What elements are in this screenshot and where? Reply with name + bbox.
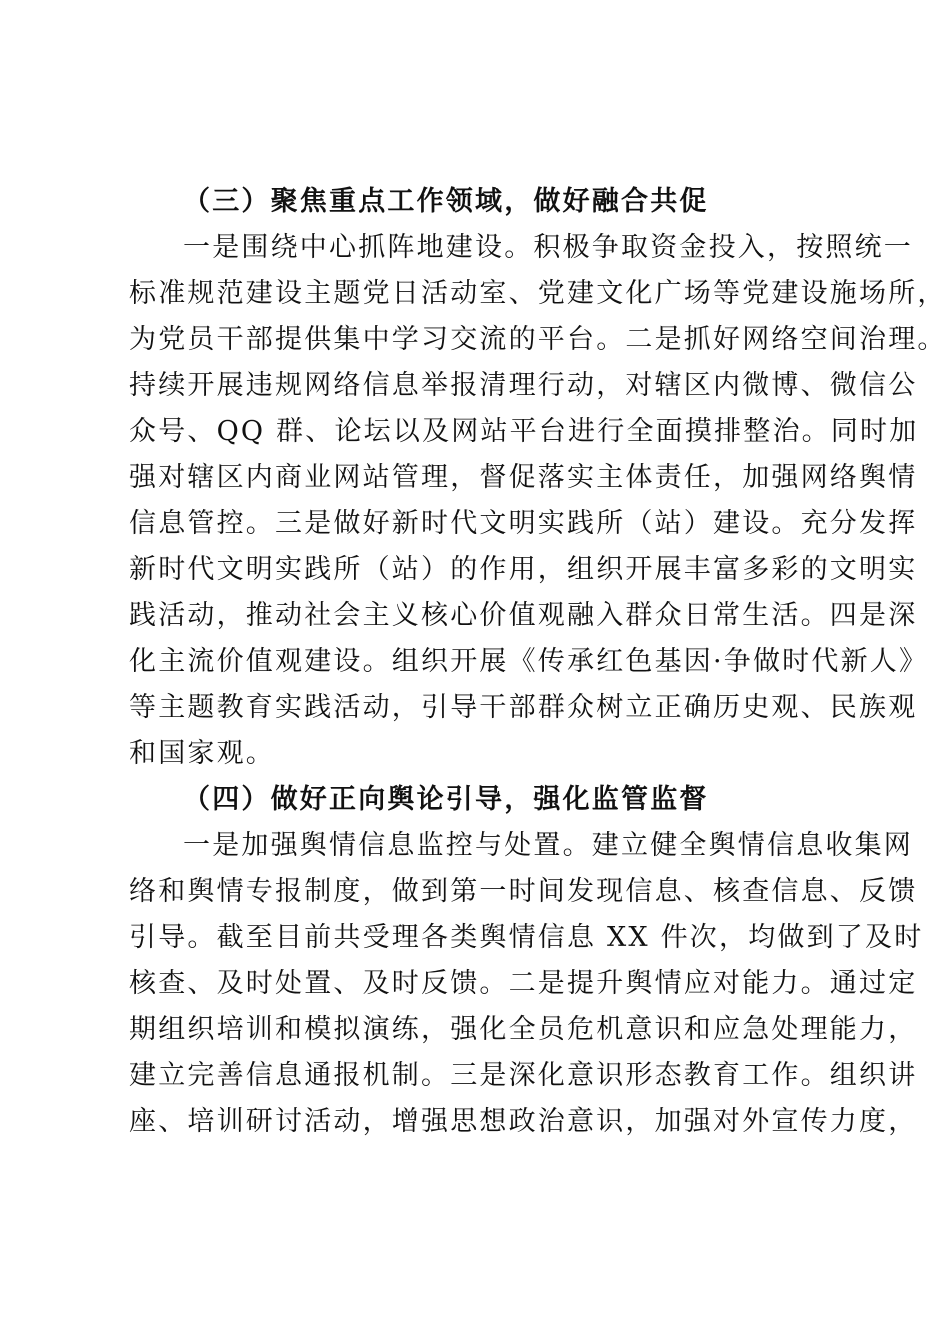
- paragraph-line: 持续开展违规网络信息举报清理行动，对辖区内微博、微信公: [129, 370, 918, 401]
- section-4-heading: （四）做好正向舆论引导，强化监管监督: [183, 784, 709, 815]
- paragraph-line: 标准规范建设主题党日活动室、党建文化广场等党建设施场所，: [129, 278, 947, 309]
- paragraph-line: 引导。截至目前共受理各类舆情信息 XX 件次，均做到了及时: [129, 922, 924, 953]
- section-3-heading: （三）聚焦重点工作领域，做好融合共促: [183, 186, 709, 217]
- paragraph-line: 和国家观。: [129, 738, 275, 769]
- paragraph-line: 一是围绕中心抓阵地建设。积极争取资金投入，按照统一: [183, 232, 913, 263]
- paragraph-line: 络和舆情专报制度，做到第一时间发现信息、核查信息、反馈: [129, 876, 918, 907]
- paragraph-line: 众号、QQ 群、论坛以及网站平台进行全面摸排整治。同时加: [129, 416, 919, 447]
- paragraph-line: 等主题教育实践活动，引导干部群众树立正确历史观、民族观: [129, 692, 918, 723]
- paragraph-line: 信息管控。三是做好新时代文明实践所（站）建设。充分发挥: [129, 508, 918, 539]
- paragraph-line: 期组织培训和模拟演练，强化全员危机意识和应急处理能力，: [129, 1014, 918, 1045]
- paragraph-line: 强对辖区内商业网站管理，督促落实主体责任，加强网络舆情: [129, 462, 918, 493]
- paragraph-line: 一是加强舆情信息监控与处置。建立健全舆情信息收集网: [183, 830, 913, 861]
- paragraph-line: 化主流价值观建设。组织开展《传承红色基因·争做时代新人》: [129, 646, 929, 677]
- paragraph-line: 建立完善信息通报机制。三是深化意识形态教育工作。组织讲: [129, 1060, 918, 1091]
- paragraph-line: 核查、及时处置、及时反馈。二是提升舆情应对能力。通过定: [129, 968, 918, 999]
- paragraph-line: 践活动，推动社会主义核心价值观融入群众日常生活。四是深: [129, 600, 918, 631]
- paragraph-line: 新时代文明实践所（站）的作用，组织开展丰富多彩的文明实: [129, 554, 918, 585]
- paragraph-line: 座、培训研讨活动，增强思想政治意识，加强对外宣传力度，: [129, 1106, 918, 1137]
- paragraph-line: 为党员干部提供集中学习交流的平台。二是抓好网络空间治理。: [129, 324, 947, 355]
